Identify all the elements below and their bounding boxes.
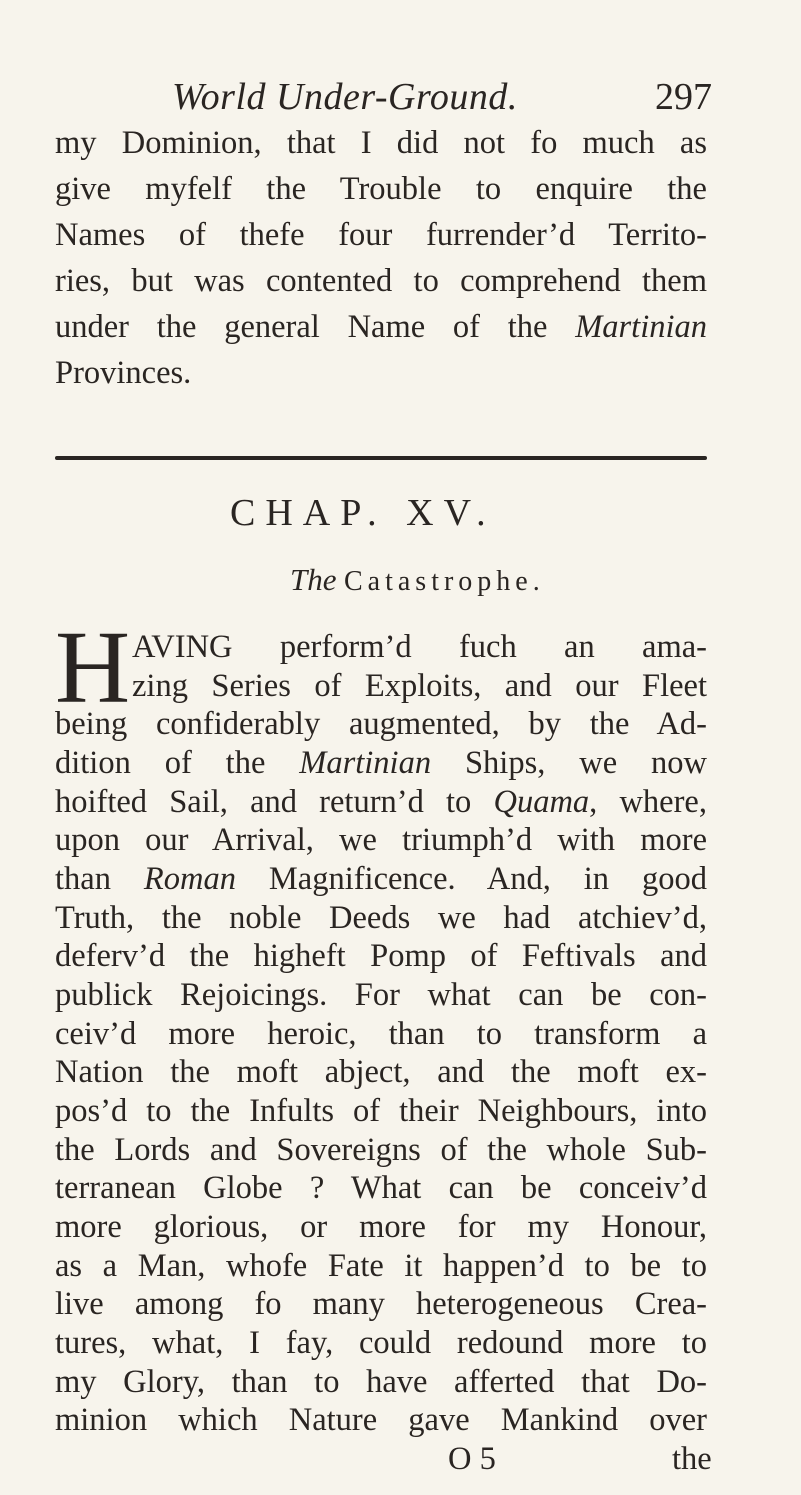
text-line: Names of thefe four furrender’d Territo- — [55, 217, 707, 253]
running-head-title: World Under-Ground. — [172, 76, 518, 118]
text-line: live among fo many heterogeneous Crea- — [55, 1286, 707, 1323]
text-line: give myfelf the Trouble to enquire the — [55, 171, 707, 207]
text-line: AVING perform’d fuch an ama- — [132, 629, 707, 665]
chapter-heading: CHAP. XV. — [230, 492, 496, 534]
text-line: upon our Arrival, we triumph’d with more — [55, 822, 707, 859]
text-line: the Lords and Sovereigns of the whole Sub- — [55, 1131, 707, 1168]
text-line: my Dominion, that I did not fo much as — [55, 125, 707, 161]
text-line: ries, but was contented to comprehend them — [55, 263, 707, 299]
page-number: 297 — [655, 76, 712, 118]
text-line: being confiderably augmented, by the Ad- — [55, 706, 707, 743]
running-head — [172, 74, 712, 120]
chapter-subtitle-article: The — [290, 562, 337, 597]
italic-word: Martinian — [299, 745, 432, 781]
signature-mark: O 5 — [448, 1441, 496, 1477]
chapter-subtitle-word: Catastrophe. — [344, 566, 545, 597]
chapter-subtitle — [290, 560, 590, 602]
text-line: ceiv’d more heroic, than to transform a — [55, 1015, 707, 1052]
text-line: minion which Nature gave Mankind over — [55, 1402, 707, 1439]
text-line: Provinces. — [55, 355, 192, 391]
text-line: zing Series of Exploits, and our Fleet — [132, 667, 707, 704]
text-line: publick Rejoicings. For what can be con- — [55, 977, 707, 1013]
text-line: under the general Name of the Martinian — [55, 309, 707, 345]
section-rule — [55, 456, 707, 460]
text-line: tures, what, I fay, could redound more to — [55, 1325, 707, 1361]
text-line: more glorious, or more for my Honour, — [55, 1209, 707, 1245]
text-line: Nation the moft abject, and the moft ex- — [55, 1054, 707, 1091]
text-line: hoifted Sail, and return’d to Quama, where, — [55, 783, 707, 820]
italic-word: Martinian — [575, 309, 707, 345]
text-line: as a Man, whofe Fate it happen’d to be to — [55, 1247, 707, 1284]
italic-word: Roman — [143, 861, 236, 897]
text-line: dition of the Martinian Ships, we now — [55, 745, 707, 781]
drop-cap: H — [55, 610, 131, 725]
italic-word: Quama — [493, 783, 590, 820]
text-line: deferv’d the higheft Pomp of Feftivals and — [55, 938, 707, 975]
catchword: the — [672, 1441, 712, 1477]
text-line: terranean Globe ? What can be conceiv’d — [55, 1170, 707, 1207]
text-line: my Glory, than to have afferted that Do- — [55, 1363, 707, 1400]
text-line: pos’d to the Infults of their Neighbours, into — [55, 1093, 707, 1129]
text-line: Truth, the noble Deeds we had atchiev’d, — [55, 899, 707, 936]
text-line: than Roman Magnificence. And, in good — [55, 861, 707, 897]
